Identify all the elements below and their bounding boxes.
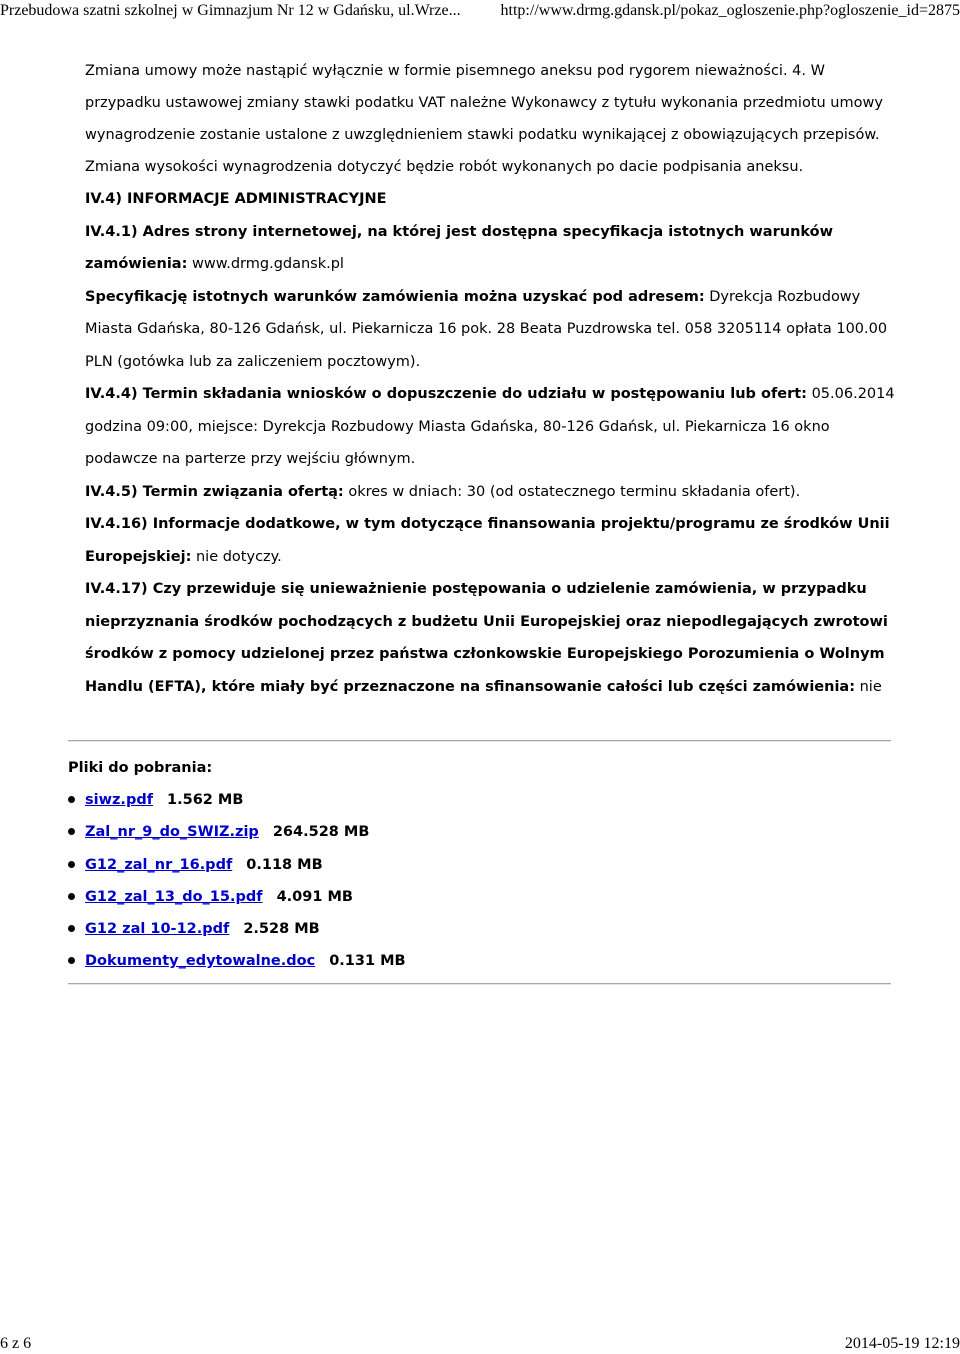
cancellation-value: nie (859, 678, 882, 695)
file-link-zal-10-12[interactable]: G12 zal 10-12.pdf (85, 921, 230, 938)
file-link-dokumenty[interactable]: Dokumenty_edytowalne.doc (85, 953, 316, 970)
file-size: 0.131 MB (329, 953, 406, 970)
file-size: 264.528 MB (272, 824, 370, 841)
spec-website-label: IV.4.1) Adres strony internetowej, na której jest dostępna specyfikacja istotnych warunków zamówienia: (85, 223, 833, 272)
file-item (68, 816, 891, 848)
bullet-icon (68, 828, 75, 835)
spec-address-label: Specyfikację istotnych warunków zamówienia można uzyskać pod adresem: (85, 288, 705, 305)
divider-top (68, 740, 891, 742)
print-datetime: 2014-05-19 12:19 (844, 1335, 960, 1352)
spec-address-value: Dyrekcja Rozbudowy Miasta Gdańska, 80-126 Gdańsk, ul. Piekarnicza 16 pok. 28 Beata Puzdrowska tel. 058 3205114 opłata 100.00 PLN (gotówka lub za zaliczeniem pocztowym). (85, 288, 888, 370)
file-size: 2.528 MB (243, 921, 320, 938)
bullet-icon (68, 893, 75, 900)
spec-address-paragraph (85, 281, 900, 379)
bullet-icon (68, 957, 75, 964)
announcement-content (85, 55, 900, 703)
file-item (68, 849, 891, 881)
file-link-siwz[interactable]: siwz.pdf (85, 792, 154, 808)
bullet-icon (68, 925, 75, 932)
divider-bottom (68, 983, 891, 985)
eu-funding-label: IV.4.16) Informacje dodatkowe, w tym dotyczące finansowania projektu/programu ze środków Unii Europejskiej: (85, 516, 890, 565)
page-number: 6 z 6 (0, 1335, 32, 1352)
print-footer (0, 1334, 960, 1354)
eu-funding-value: nie dotyczy. (195, 548, 282, 565)
file-item (68, 784, 891, 816)
deadline-value: 05.06.2014 godzina 09:00, miejsce: Dyrekcja Rozbudowy Miasta Gdańska, 80-126 Gdańsk, ul. Piekarnicza 16 okno podawcze na parterze przy wejściu głównym. (85, 386, 895, 467)
downloads-title: Pliki do pobrania: (68, 760, 213, 776)
file-item (68, 913, 891, 945)
eu-funding-paragraph (85, 508, 900, 573)
document-url: http://www.drmg.gdansk.pl/pokaz_ogloszenie.php?ogloszenie_id=2875 (500, 2, 960, 19)
deadline-paragraph (85, 378, 900, 476)
cancellation-label: IV.4.17) Czy przewiduje się unieważnienie postępowania o udzielenie zamówienia, w przypadku nieprzyznania środków pochodzących z budżetu Unii Europejskiej oraz niepodlegających zwrotowi środków z pomocy udzielonej przez państwa członkowskie Europejskiego Porozumienia o Wolnym Handlu (EFTA), które miały być przeznaczone na sfinansowanie całości lub części zamówienia: (85, 581, 888, 695)
file-size: 1.562 MB (167, 792, 244, 808)
file-link-zal-9[interactable]: Zal_nr_9_do_SWIZ.zip (85, 824, 259, 841)
bullet-icon (68, 796, 75, 803)
binding-period-value: okres w dniach: 30 (od ostatecznego terminu składania ofert). (348, 483, 801, 500)
section-heading: IV.4) INFORMACJE ADMINISTRACYJNE (85, 191, 387, 207)
file-item (68, 945, 891, 977)
print-header (0, 0, 960, 22)
spec-website-value: www.drmg.gdansk.pl (191, 256, 344, 272)
file-link-zal-13-15[interactable]: G12_zal_13_do_15.pdf (85, 888, 263, 905)
file-list (68, 784, 891, 978)
file-size: 0.118 MB (246, 856, 323, 873)
deadline-label: IV.4.4) Termin składania wniosków o dopuszczenie do udziału w postępowaniu lub ofert: (85, 386, 807, 402)
document-title: Przebudowa szatni szkolnej w Gimnazjum Nr 12 w Gdańsku, ul.Wrze... (0, 2, 461, 19)
bullet-icon (68, 861, 75, 868)
spec-website-paragraph (85, 216, 900, 281)
binding-period-paragraph (85, 476, 900, 509)
downloads-section (68, 752, 891, 978)
file-item (68, 881, 891, 913)
file-size: 4.091 MB (276, 888, 353, 905)
file-link-zal-16[interactable]: G12_zal_nr_16.pdf (85, 856, 233, 873)
contract-change-paragraph: Zmiana umowy może nastąpić wyłącznie w formie pisemnego aneksu pod rygorem nieważności. 4. W przypadku ustawowej zmiany stawki podatku VAT należne Wykonawcy z tytułu wykonania przedmiotu umowy wynagrodzenie zostanie ustalone z uwzględnieniem stawki podatku wynikającej z obowiązujących przepisów. Zmiana wysokości wynagrodzenia dotyczyć będzie robót wykonanych po dacie podpisania aneksu. (85, 63, 883, 175)
cancellation-paragraph (85, 573, 900, 703)
binding-period-label: IV.4.5) Termin związania ofertą: (85, 483, 344, 500)
